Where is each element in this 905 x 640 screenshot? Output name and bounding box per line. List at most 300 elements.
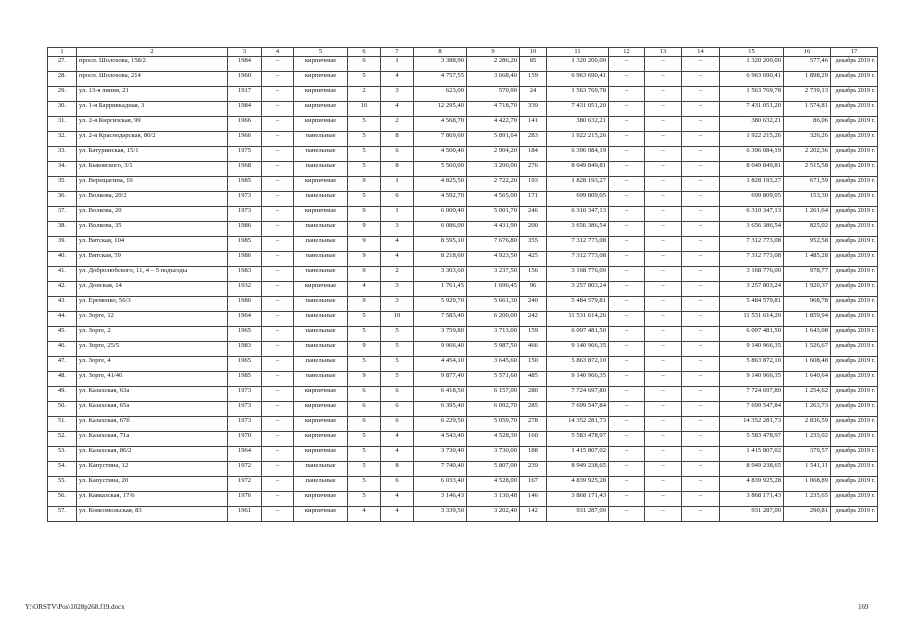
table-cell: 1 859,94	[784, 312, 831, 327]
table-cell: 12 295,40	[414, 102, 467, 117]
table-cell: 1985	[228, 372, 262, 387]
table-cell: декабрь 2019 г.	[831, 402, 878, 417]
table-cell: 280	[520, 387, 547, 402]
table-cell: 156	[520, 267, 547, 282]
table-cell: 9	[348, 252, 381, 267]
table-cell: кирпичные	[294, 387, 348, 402]
table-cell: –	[682, 162, 720, 177]
table-cell: 4	[381, 102, 414, 117]
table-cell: 485	[520, 372, 547, 387]
table-cell: –	[645, 492, 682, 507]
table-cell: ул. Казахская, 71а	[77, 432, 228, 447]
table-cell: 5	[348, 72, 381, 87]
table-cell: декабрь 2019 г.	[831, 237, 878, 252]
table-cell: 825,02	[784, 222, 831, 237]
table-cell: панельные	[294, 132, 348, 147]
table-cell: 4	[381, 72, 414, 87]
table-cell: –	[645, 417, 682, 432]
table-cell: –	[682, 327, 720, 342]
table-cell: 1 828 193,27	[547, 177, 609, 192]
table-cell: 4	[381, 237, 414, 252]
table-cell: 14 352 281,73	[720, 417, 784, 432]
table-cell: 290,81	[784, 507, 831, 522]
table-cell: 4 431,90	[467, 222, 520, 237]
table-cell: 9	[348, 297, 381, 312]
table-cell: 47.	[48, 357, 77, 372]
table-cell: 14 352 281,73	[547, 417, 609, 432]
table-cell: 6	[381, 147, 414, 162]
table-cell: –	[262, 252, 294, 267]
table-cell: панельные	[294, 372, 348, 387]
table-cell: 9	[348, 372, 381, 387]
table-cell: 11 531 614,26	[720, 312, 784, 327]
table-cell: 6 229,50	[414, 417, 467, 432]
table-cell: 1973	[228, 387, 262, 402]
table-cell: –	[645, 447, 682, 462]
table-cell: кирпичные	[294, 432, 348, 447]
table-cell: 1976	[228, 492, 262, 507]
table-cell: –	[262, 417, 294, 432]
table-cell: –	[609, 357, 645, 372]
table-cell: –	[609, 432, 645, 447]
table-cell: –	[609, 72, 645, 87]
table-row	[48, 327, 878, 342]
table-cell: 2 904,20	[467, 147, 520, 162]
table-cell: 5 929,70	[414, 297, 467, 312]
table-cell: 1 263,73	[784, 402, 831, 417]
table-cell: 6 033,40	[414, 477, 467, 492]
table-cell: –	[645, 327, 682, 342]
table-cell: 6	[348, 57, 381, 72]
table-cell: кирпичные	[294, 117, 348, 132]
table-cell: кирпичные	[294, 87, 348, 102]
table-cell: –	[682, 372, 720, 387]
table-cell: 55.	[48, 477, 77, 492]
table-cell: –	[682, 207, 720, 222]
table-cell: 1985	[228, 177, 262, 192]
table-cell: 1973	[228, 402, 262, 417]
table-cell: 8 949 238,65	[547, 462, 609, 477]
table-cell: 1966	[228, 132, 262, 147]
table-cell: 5	[348, 477, 381, 492]
table-cell: 38.	[48, 222, 77, 237]
table-cell: 3 202,40	[467, 507, 520, 522]
table-cell: 8 049 849,81	[547, 162, 609, 177]
repair-schedule-table	[47, 47, 878, 522]
table-cell: –	[262, 87, 294, 102]
table-cell: 36.	[48, 192, 77, 207]
table-cell: 188	[520, 447, 547, 462]
table-cell: декабрь 2019 г.	[831, 87, 878, 102]
table-cell: ул. Еременко, 56/3	[77, 297, 228, 312]
table-cell: 5 484 579,81	[547, 297, 609, 312]
table-cell: 1 233,02	[784, 432, 831, 447]
table-cell: 8	[381, 162, 414, 177]
table-cell: 3	[381, 282, 414, 297]
column-number-cell: 5	[294, 48, 348, 57]
table-cell: 379,57	[784, 447, 831, 462]
table-cell: –	[609, 87, 645, 102]
table-cell: декабрь 2019 г.	[831, 177, 878, 192]
table-cell: 3 257 803,24	[547, 282, 609, 297]
table-cell: –	[682, 447, 720, 462]
table-cell: 4 454,10	[414, 357, 467, 372]
table-cell: ул. Зорге, 41/46	[77, 372, 228, 387]
table-cell: 4 528,30	[467, 432, 520, 447]
table-row	[48, 477, 878, 492]
table-cell: 9	[348, 222, 381, 237]
table-cell: 4 825,50	[414, 177, 467, 192]
table-cell: 5 807,00	[467, 462, 520, 477]
table-cell: 5	[348, 357, 381, 372]
table-cell: –	[262, 117, 294, 132]
table-row	[48, 417, 878, 432]
table-cell: 1 574,81	[784, 102, 831, 117]
table-row	[48, 252, 878, 267]
table-cell: –	[609, 237, 645, 252]
table-cell: 1 563 769,78	[547, 87, 609, 102]
table-cell: 3 759,80	[414, 327, 467, 342]
table-cell: 1 415 807,02	[720, 447, 784, 462]
table-cell: 1 922 215,26	[547, 132, 609, 147]
table-cell: 5	[348, 327, 381, 342]
table-cell: 1917	[228, 87, 262, 102]
table-cell: –	[262, 477, 294, 492]
table-cell: декабрь 2019 г.	[831, 57, 878, 72]
table-cell: 1986	[228, 222, 262, 237]
table-cell: 699 809,05	[547, 192, 609, 207]
table-cell: –	[609, 297, 645, 312]
table-cell: 952,58	[784, 237, 831, 252]
table-cell: 10	[348, 102, 381, 117]
column-number-header-row	[48, 48, 878, 57]
table-cell: –	[645, 162, 682, 177]
table-cell: ул. Зорге, 25/5	[77, 342, 228, 357]
table-cell: –	[645, 192, 682, 207]
column-number-cell: 15	[720, 48, 784, 57]
table-cell: 4 565,00	[467, 192, 520, 207]
table-cell: кирпичные	[294, 417, 348, 432]
table-cell: 9	[348, 267, 381, 282]
table-cell: кирпичные	[294, 57, 348, 72]
table-cell: 4	[348, 507, 381, 522]
table-cell: 4 568,70	[414, 117, 467, 132]
table-cell: 8	[381, 462, 414, 477]
table-cell: 425	[520, 252, 547, 267]
table-cell: ул. Кавказская, 17/6	[77, 492, 228, 507]
table-cell: –	[645, 222, 682, 237]
table-cell: декабрь 2019 г.	[831, 192, 878, 207]
table-cell: 159	[520, 72, 547, 87]
table-cell: декабрь 2019 г.	[831, 327, 878, 342]
table-row	[48, 267, 878, 282]
table-cell: 3 130,48	[467, 492, 520, 507]
table-cell: –	[609, 507, 645, 522]
table-cell: 34.	[48, 162, 77, 177]
table-cell: 9 140 966,35	[720, 372, 784, 387]
table-cell: –	[262, 177, 294, 192]
table-cell: 4 500,40	[414, 147, 467, 162]
table-cell: –	[609, 192, 645, 207]
table-cell: –	[682, 387, 720, 402]
table-cell: 3 645,60	[467, 357, 520, 372]
table-row	[48, 87, 878, 102]
table-cell: 42.	[48, 282, 77, 297]
table-cell: декабрь 2019 г.	[831, 297, 878, 312]
table-cell: –	[645, 267, 682, 282]
table-cell: 2 722,20	[467, 177, 520, 192]
table-cell: 6	[381, 387, 414, 402]
table-row	[48, 387, 878, 402]
table-cell: 4	[381, 252, 414, 267]
table-cell: 1 761,45	[414, 282, 467, 297]
table-cell: ул. Волкова, 35	[77, 222, 228, 237]
table-cell: –	[609, 117, 645, 132]
table-cell: –	[682, 222, 720, 237]
table-cell: 3 200,00	[467, 162, 520, 177]
table-cell: 171	[520, 192, 547, 207]
table-cell: 46.	[48, 342, 77, 357]
table-cell: ул. Казахская, 65а	[77, 402, 228, 417]
table-cell: 1 828 193,27	[720, 177, 784, 192]
table-cell: панельные	[294, 192, 348, 207]
table-cell: 978,77	[784, 267, 831, 282]
table-cell: 2 286,20	[467, 57, 520, 72]
table-cell: 7 699 547,84	[547, 402, 609, 417]
table-cell: декабрь 2019 г.	[831, 387, 878, 402]
table-row	[48, 102, 878, 117]
table-cell: –	[645, 237, 682, 252]
table-cell: 380 632,21	[720, 117, 784, 132]
table-cell: 4	[381, 432, 414, 447]
table-cell: 3 868 171,43	[720, 492, 784, 507]
table-cell: 6 963 690,41	[547, 72, 609, 87]
table-cell: 9	[348, 177, 381, 192]
table-cell: –	[645, 342, 682, 357]
table-cell: 146	[520, 492, 547, 507]
table-cell: 5	[348, 147, 381, 162]
table-cell: 4	[381, 447, 414, 462]
table-cell: 9 966,40	[414, 342, 467, 357]
table-cell: 355	[520, 237, 547, 252]
table-cell: 39.	[48, 237, 77, 252]
column-number-cell: 7	[381, 48, 414, 57]
table-cell: –	[682, 507, 720, 522]
table-cell: –	[682, 57, 720, 72]
table-cell: 4 839 925,28	[547, 477, 609, 492]
table-cell: 27.	[48, 57, 77, 72]
table-cell: 2 836,59	[784, 417, 831, 432]
table-cell: –	[682, 492, 720, 507]
table-cell: просп. Шолохова, 214	[77, 72, 228, 87]
table-cell: панельные	[294, 297, 348, 312]
table-row	[48, 147, 878, 162]
table-cell: 5 571,60	[467, 372, 520, 387]
table-cell: кирпичные	[294, 507, 348, 522]
table-cell: –	[609, 417, 645, 432]
table-cell: 1 920,37	[784, 282, 831, 297]
table-cell: 184	[520, 147, 547, 162]
table-cell: 1 235,65	[784, 492, 831, 507]
table-row	[48, 312, 878, 327]
table-cell: 1	[381, 57, 414, 72]
table-cell: –	[262, 147, 294, 162]
table-row	[48, 402, 878, 417]
table-cell: 5	[348, 162, 381, 177]
table-cell: 49.	[48, 387, 77, 402]
table-cell: –	[682, 297, 720, 312]
table-cell: –	[682, 117, 720, 132]
table-cell: 2 515,58	[784, 162, 831, 177]
table-cell: –	[682, 87, 720, 102]
table-cell: –	[609, 177, 645, 192]
table-cell: 6	[381, 402, 414, 417]
table-row	[48, 57, 878, 72]
table-row	[48, 372, 878, 387]
table-cell: 7 431 051,20	[547, 102, 609, 117]
table-cell: –	[609, 147, 645, 162]
table-row	[48, 177, 878, 192]
table-cell: декабрь 2019 г.	[831, 132, 878, 147]
table-cell: 6 963 690,41	[720, 72, 784, 87]
table-cell: 3 257 803,24	[720, 282, 784, 297]
table-cell: кирпичные	[294, 102, 348, 117]
table-cell: 278	[520, 417, 547, 432]
table-cell: декабрь 2019 г.	[831, 72, 878, 87]
table-cell: –	[682, 237, 720, 252]
table-cell: декабрь 2019 г.	[831, 312, 878, 327]
table-cell: –	[682, 342, 720, 357]
table-cell: –	[645, 297, 682, 312]
table-cell: 7 431 051,20	[720, 102, 784, 117]
table-cell: –	[645, 132, 682, 147]
table-cell: –	[645, 462, 682, 477]
table-cell: ул. Казахская, 86/2	[77, 447, 228, 462]
table-cell: ул. 1-я Барриккадная, 3	[77, 102, 228, 117]
table-cell: 6	[348, 417, 381, 432]
table-cell: 31.	[48, 117, 77, 132]
table-cell: ул. Зорге, 12	[77, 312, 228, 327]
table-cell: 5	[348, 117, 381, 132]
table-cell: 1 608,48	[784, 357, 831, 372]
table-cell: 3 168 776,00	[547, 267, 609, 282]
table-cell: 1 526,67	[784, 342, 831, 357]
table-cell: 5 583 478,97	[547, 432, 609, 447]
table-cell: 11 531 614,26	[547, 312, 609, 327]
table-cell: 3 146,43	[414, 492, 467, 507]
table-cell: –	[262, 342, 294, 357]
table-cell: 5	[381, 372, 414, 387]
table-cell: –	[645, 57, 682, 72]
table-cell: 7 676,80	[467, 237, 520, 252]
table-cell: 931 287,00	[720, 507, 784, 522]
table-cell: 28.	[48, 72, 77, 87]
column-number-cell: 8	[414, 48, 467, 57]
table-cell: ул. Вятская, 104	[77, 237, 228, 252]
table-cell: декабрь 2019 г.	[831, 267, 878, 282]
table-row	[48, 342, 878, 357]
column-number-cell: 16	[784, 48, 831, 57]
table-cell: декабрь 2019 г.	[831, 462, 878, 477]
table-cell: –	[645, 312, 682, 327]
table-cell: –	[262, 492, 294, 507]
table-row	[48, 432, 878, 447]
table-cell: 9	[348, 237, 381, 252]
table-cell: панельные	[294, 327, 348, 342]
table-cell: 1986	[228, 297, 262, 312]
table-cell: 5	[348, 492, 381, 507]
table-cell: –	[645, 387, 682, 402]
table-cell: 7 312 773,08	[547, 237, 609, 252]
table-cell: 45.	[48, 327, 77, 342]
table-cell: 570,90	[467, 87, 520, 102]
table-cell: 2 739,13	[784, 87, 831, 102]
table-cell: –	[262, 267, 294, 282]
table-cell: 43.	[48, 297, 77, 312]
table-cell: 1984	[228, 102, 262, 117]
table-cell: 1968	[228, 162, 262, 177]
table-cell: 3 713,00	[467, 327, 520, 342]
table-cell: декабрь 2019 г.	[831, 282, 878, 297]
table-cell: ул. Зорге, 2	[77, 327, 228, 342]
table-cell: 159	[520, 327, 547, 342]
table-cell: 33.	[48, 147, 77, 162]
table-cell: 37.	[48, 207, 77, 222]
table-cell: 7 869,60	[414, 132, 467, 147]
table-cell: –	[645, 402, 682, 417]
table-cell: декабрь 2019 г.	[831, 357, 878, 372]
table-cell: –	[262, 237, 294, 252]
table-cell: –	[682, 267, 720, 282]
column-number-cell: 10	[520, 48, 547, 57]
table-cell: 96	[520, 282, 547, 297]
table-cell: 160	[520, 432, 547, 447]
table-cell: 1983	[228, 267, 262, 282]
table-cell: ул. Донская, 14	[77, 282, 228, 297]
table-cell: 326,26	[784, 132, 831, 147]
table-cell: 35.	[48, 177, 77, 192]
table-cell: ул. Добролюбского, 11, 4 – 5 подъезды	[77, 267, 228, 282]
table-cell: –	[682, 192, 720, 207]
table-cell: 1972	[228, 477, 262, 492]
table-cell: 8	[381, 132, 414, 147]
table-cell: 9	[348, 342, 381, 357]
table-cell: –	[682, 357, 720, 372]
table-row	[48, 72, 878, 87]
table-cell: ул. 13-я линия, 21	[77, 87, 228, 102]
table-cell: 1960	[228, 72, 262, 87]
table-cell: 3 730,00	[467, 447, 520, 462]
table-cell: 1 485,28	[784, 252, 831, 267]
table-cell: 6 000,40	[414, 207, 467, 222]
table-cell: панельные	[294, 342, 348, 357]
table-cell: 167	[520, 477, 547, 492]
table-cell: –	[609, 162, 645, 177]
table-cell: 142	[520, 507, 547, 522]
table-cell: декабрь 2019 г.	[831, 147, 878, 162]
table-cell: панельные	[294, 312, 348, 327]
table-cell: 9 877,40	[414, 372, 467, 387]
table-cell: –	[609, 387, 645, 402]
table-cell: 1 922 215,26	[720, 132, 784, 147]
table-cell: 153,30	[784, 192, 831, 207]
table-cell: 623,00	[414, 87, 467, 102]
table-cell: 5 583 478,97	[720, 432, 784, 447]
table-cell: 6 097 481,50	[720, 327, 784, 342]
table-cell: –	[609, 312, 645, 327]
table-cell: 54.	[48, 462, 77, 477]
table-cell: 56.	[48, 492, 77, 507]
